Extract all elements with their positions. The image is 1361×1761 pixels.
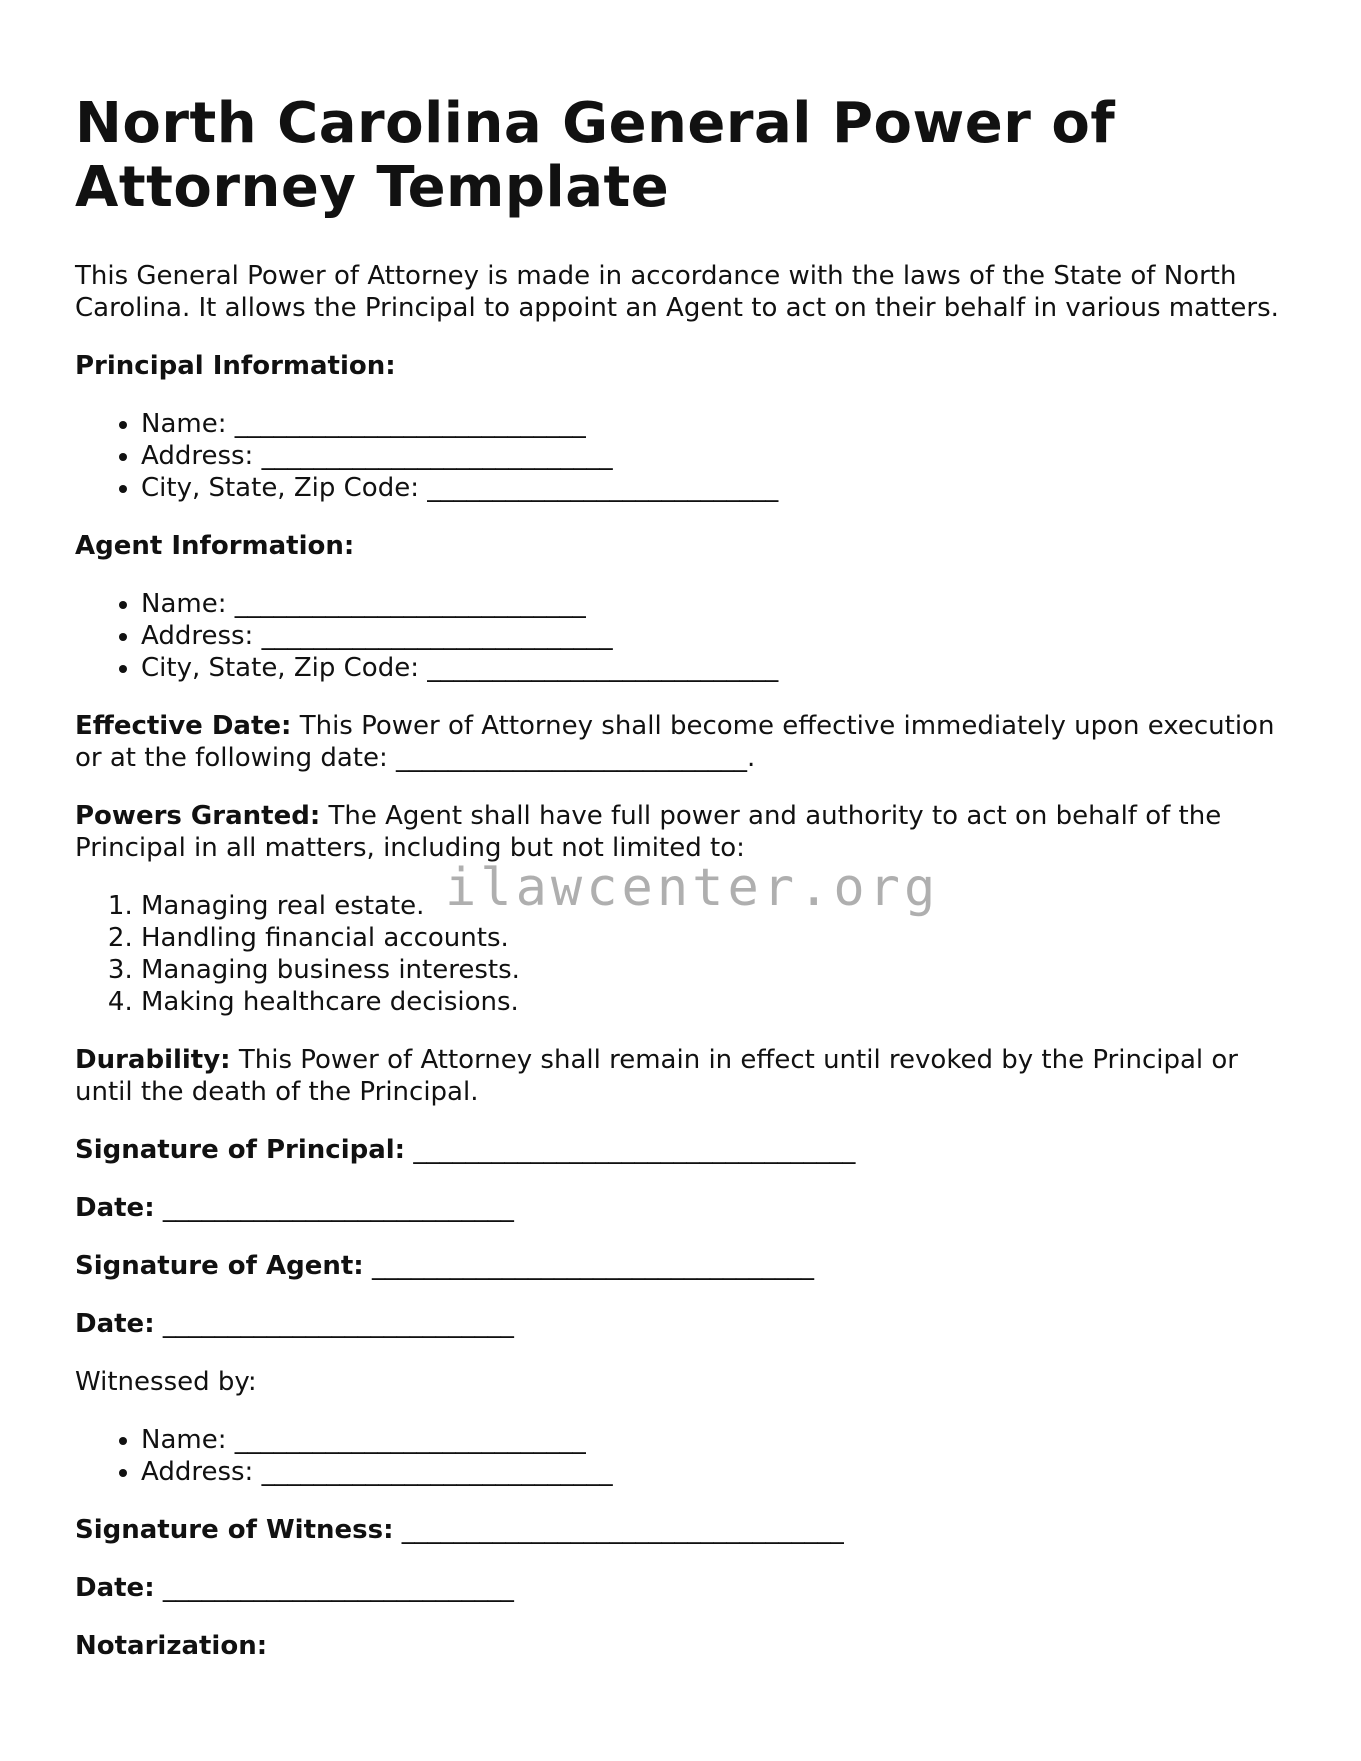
agent-signature-blank: __________________________________ <box>363 1251 814 1281</box>
principal-date-line <box>75 1192 1285 1224</box>
effective-date-paragraph <box>75 710 1285 774</box>
durability-text: This Power of Attorney shall remain in effect until revoked by the Principal or until the death of the Principal. <box>75 1045 1238 1107</box>
powers-text: The Agent shall have full power and authority to act on behalf of the Principal in all matters, including but not limited to: <box>75 801 1222 863</box>
intro-paragraph: This General Power of Attorney is made in accordance with the laws of the State of North Carolina. It allows the Principal to appoint an Agent to act on their behalf in various matters. <box>75 261 1279 323</box>
agent-name-field: • Name: ___________________________ <box>141 588 1285 620</box>
principal-heading: Principal Information: <box>75 351 396 381</box>
power-item: 3. Managing business interests. <box>141 954 1285 986</box>
principal-date-blank: ___________________________ <box>154 1193 514 1223</box>
principal-signature-line <box>75 1134 1285 1166</box>
witness-date-label: Date: <box>75 1573 155 1603</box>
agent-fields-list <box>75 588 1285 684</box>
effective-date-label: Effective Date: <box>75 711 292 741</box>
agent-address-field: • Address: ___________________________ <box>141 620 1285 652</box>
witness-date-blank: ___________________________ <box>154 1573 514 1603</box>
witness-date-line <box>75 1572 1285 1604</box>
principal-date-label: Date: <box>75 1193 155 1223</box>
principal-fields-list <box>75 408 1285 504</box>
agent-date-label: Date: <box>75 1309 155 1339</box>
notarization-heading: Notarization: <box>75 1631 268 1661</box>
power-item: 1. Managing real estate. <box>141 890 1285 922</box>
witness-signature-blank: __________________________________ <box>393 1515 844 1545</box>
principal-name-field: • Name: ___________________________ <box>141 408 1285 440</box>
witness-signature-line <box>75 1514 1285 1546</box>
powers-list <box>75 890 1285 1018</box>
powers-label: Powers Granted: <box>75 801 321 831</box>
agent-date-line <box>75 1308 1285 1340</box>
agent-signature-label: Signature of Agent: <box>75 1251 364 1281</box>
witness-intro: Witnessed by: <box>75 1367 257 1397</box>
agent-date-blank: ___________________________ <box>154 1309 514 1339</box>
durability-label: Durability: <box>75 1045 231 1075</box>
agent-signature-line <box>75 1250 1285 1282</box>
effective-date-text: This Power of Attorney shall become effective immediately upon execution or at the following date: ___________________________. <box>75 711 1275 773</box>
power-item: 4. Making healthcare decisions. <box>141 986 1285 1018</box>
witness-name-field: • Name: ___________________________ <box>141 1424 1285 1456</box>
agent-heading: Agent Information: <box>75 531 355 561</box>
watermark: ilawcenter.org <box>445 858 940 918</box>
principal-address-field: • Address: ___________________________ <box>141 440 1285 472</box>
witness-signature-label: Signature of Witness: <box>75 1515 394 1545</box>
witness-address-field: • Address: ___________________________ <box>141 1456 1285 1488</box>
document-page <box>75 92 1285 1662</box>
principal-signature-blank: __________________________________ <box>405 1135 856 1165</box>
powers-paragraph <box>75 800 1285 864</box>
principal-signature-label: Signature of Principal: <box>75 1135 406 1165</box>
witness-fields-list <box>75 1424 1285 1488</box>
agent-city-field: • City, State, Zip Code: ___________________________ <box>141 652 1285 684</box>
principal-city-field: • City, State, Zip Code: ___________________________ <box>141 472 1285 504</box>
durability-paragraph <box>75 1044 1285 1108</box>
document-title: North Carolina General Power of Attorney Template <box>75 91 1116 220</box>
power-item: 2. Handling financial accounts. <box>141 922 1285 954</box>
